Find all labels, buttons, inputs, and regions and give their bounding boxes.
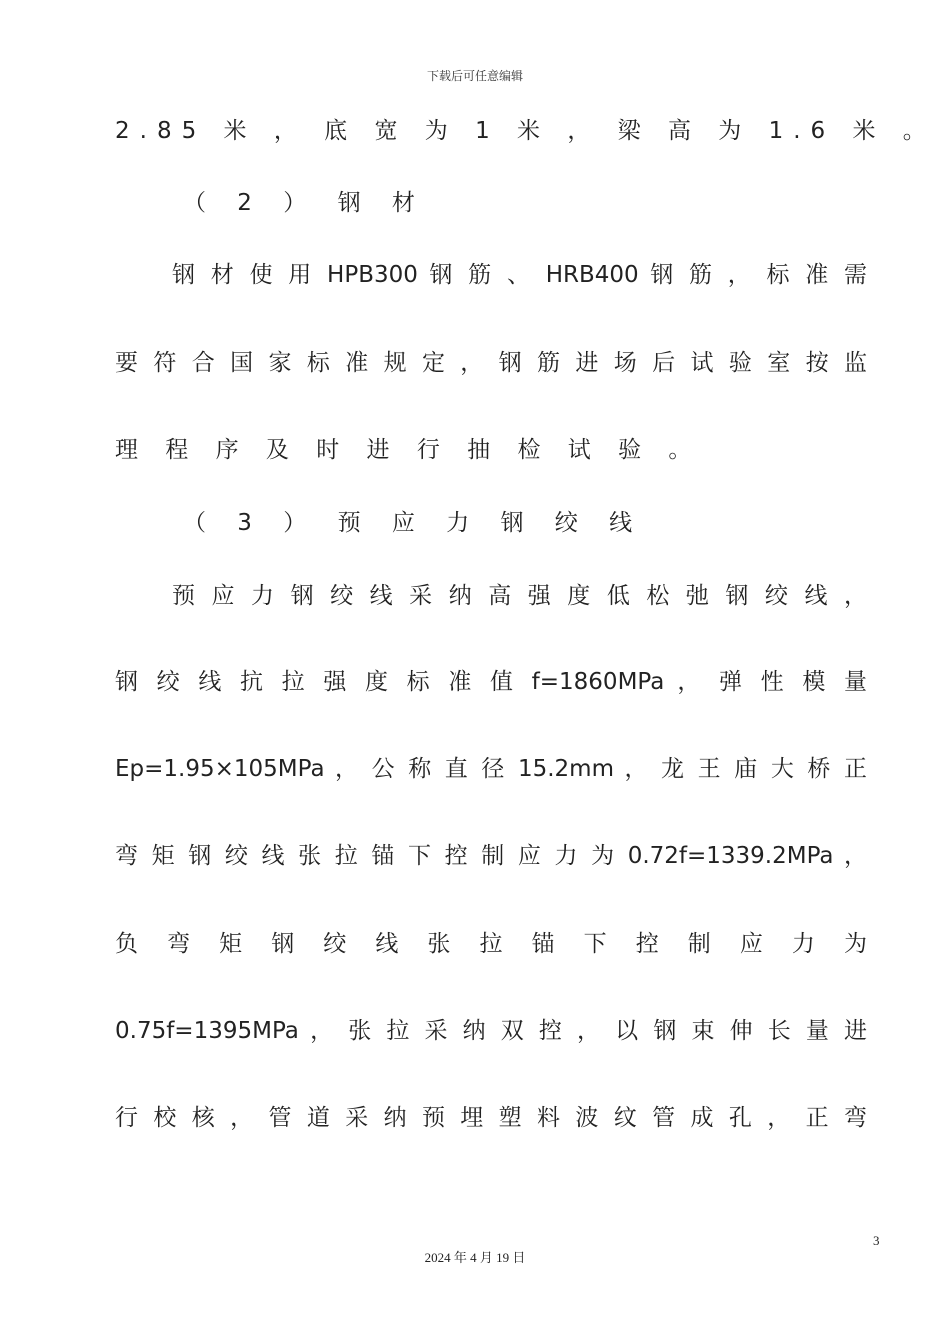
body-line: 要 符 合 国 家 标 准 规 定 ， 钢 筋 进 场 后 试 验 室 按 监 — [115, 350, 867, 376]
body-line: 0.75f=1395MPa ， 张 拉 采 纳 双 控 ， 以 钢 束 伸 长 量 进 — [115, 1018, 867, 1044]
body-line: 2.85 米 ， 底 宽 为 1 米 ， 梁 高 为 1.6 米 。 — [115, 118, 936, 144]
body-line: 负 弯 矩 钢 绞 线 张 拉 锚 下 控 制 应 力 为 — [115, 931, 867, 957]
body-line: 行 校 核 ， 管 道 采 纳 预 埋 塑 料 波 纹 管 成 孔 ， 正 弯 — [115, 1105, 867, 1131]
section-heading: （ 3 ） 预 应 力 钢 绞 线 — [183, 510, 645, 536]
paragraph-first-line: 预 应 力 钢 绞 线 采 纳 高 强 度 低 松 弛 钢 绞 线 ， — [172, 583, 867, 609]
body-line: 弯 矩 钢 绞 线 张 拉 锚 下 控 制 应 力 为 0.72f=1339.2MPa ， — [115, 843, 867, 869]
page-footer-date: 2024 年 4 月 19 日 — [424, 1250, 526, 1265]
body-line: 理 程 序 及 时 进 行 抽 检 试 验 。 — [115, 437, 702, 463]
body-line: 钢 绞 线 抗 拉 强 度 标 准 值 f=1860MPa ， 弹 性 模 量 — [115, 669, 867, 695]
page-header: 下载后可任意编辑 — [426, 69, 523, 83]
body-line: Ep=1.95×105MPa ， 公 称 直 径 15.2mm ， 龙 王 庙 大 桥 正 — [115, 756, 867, 782]
section-heading: （ 2 ） 钢 材 — [183, 190, 427, 216]
page-number: 3 — [873, 1233, 880, 1248]
paragraph-first-line: 钢 材 使 用 HPB300 钢 筋 、 HRB400 钢 筋 ， 标 准 需 — [172, 262, 867, 288]
